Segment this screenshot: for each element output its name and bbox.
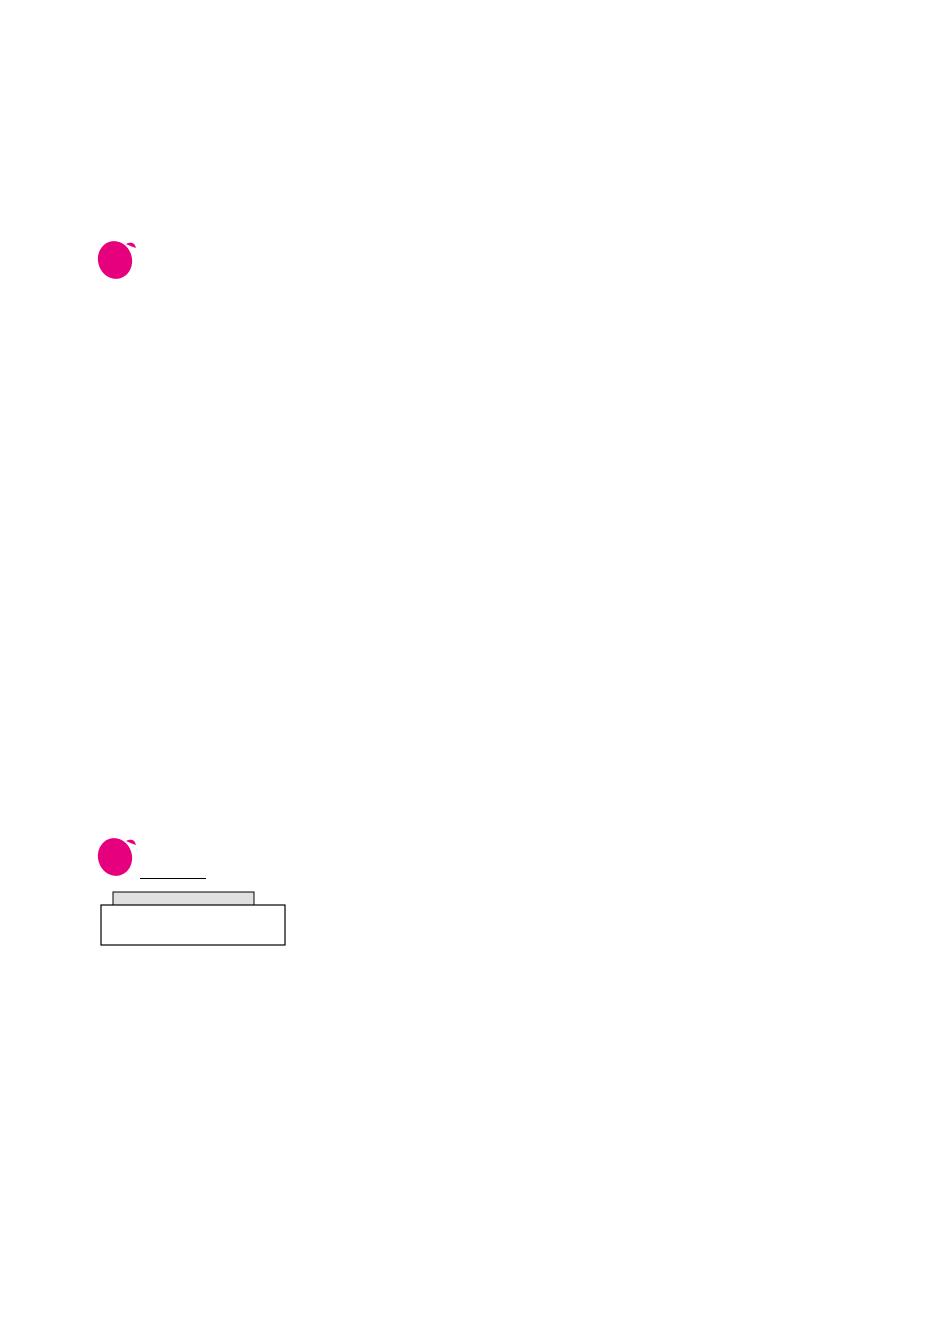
- question-2-stem: [140, 864, 900, 884]
- answer-blank: [140, 864, 206, 879]
- ruler-body: [101, 905, 285, 945]
- example-icon: [96, 238, 140, 282]
- measured-object: [113, 892, 254, 905]
- ruler-diagram: [98, 890, 288, 950]
- example-icon: [96, 835, 140, 879]
